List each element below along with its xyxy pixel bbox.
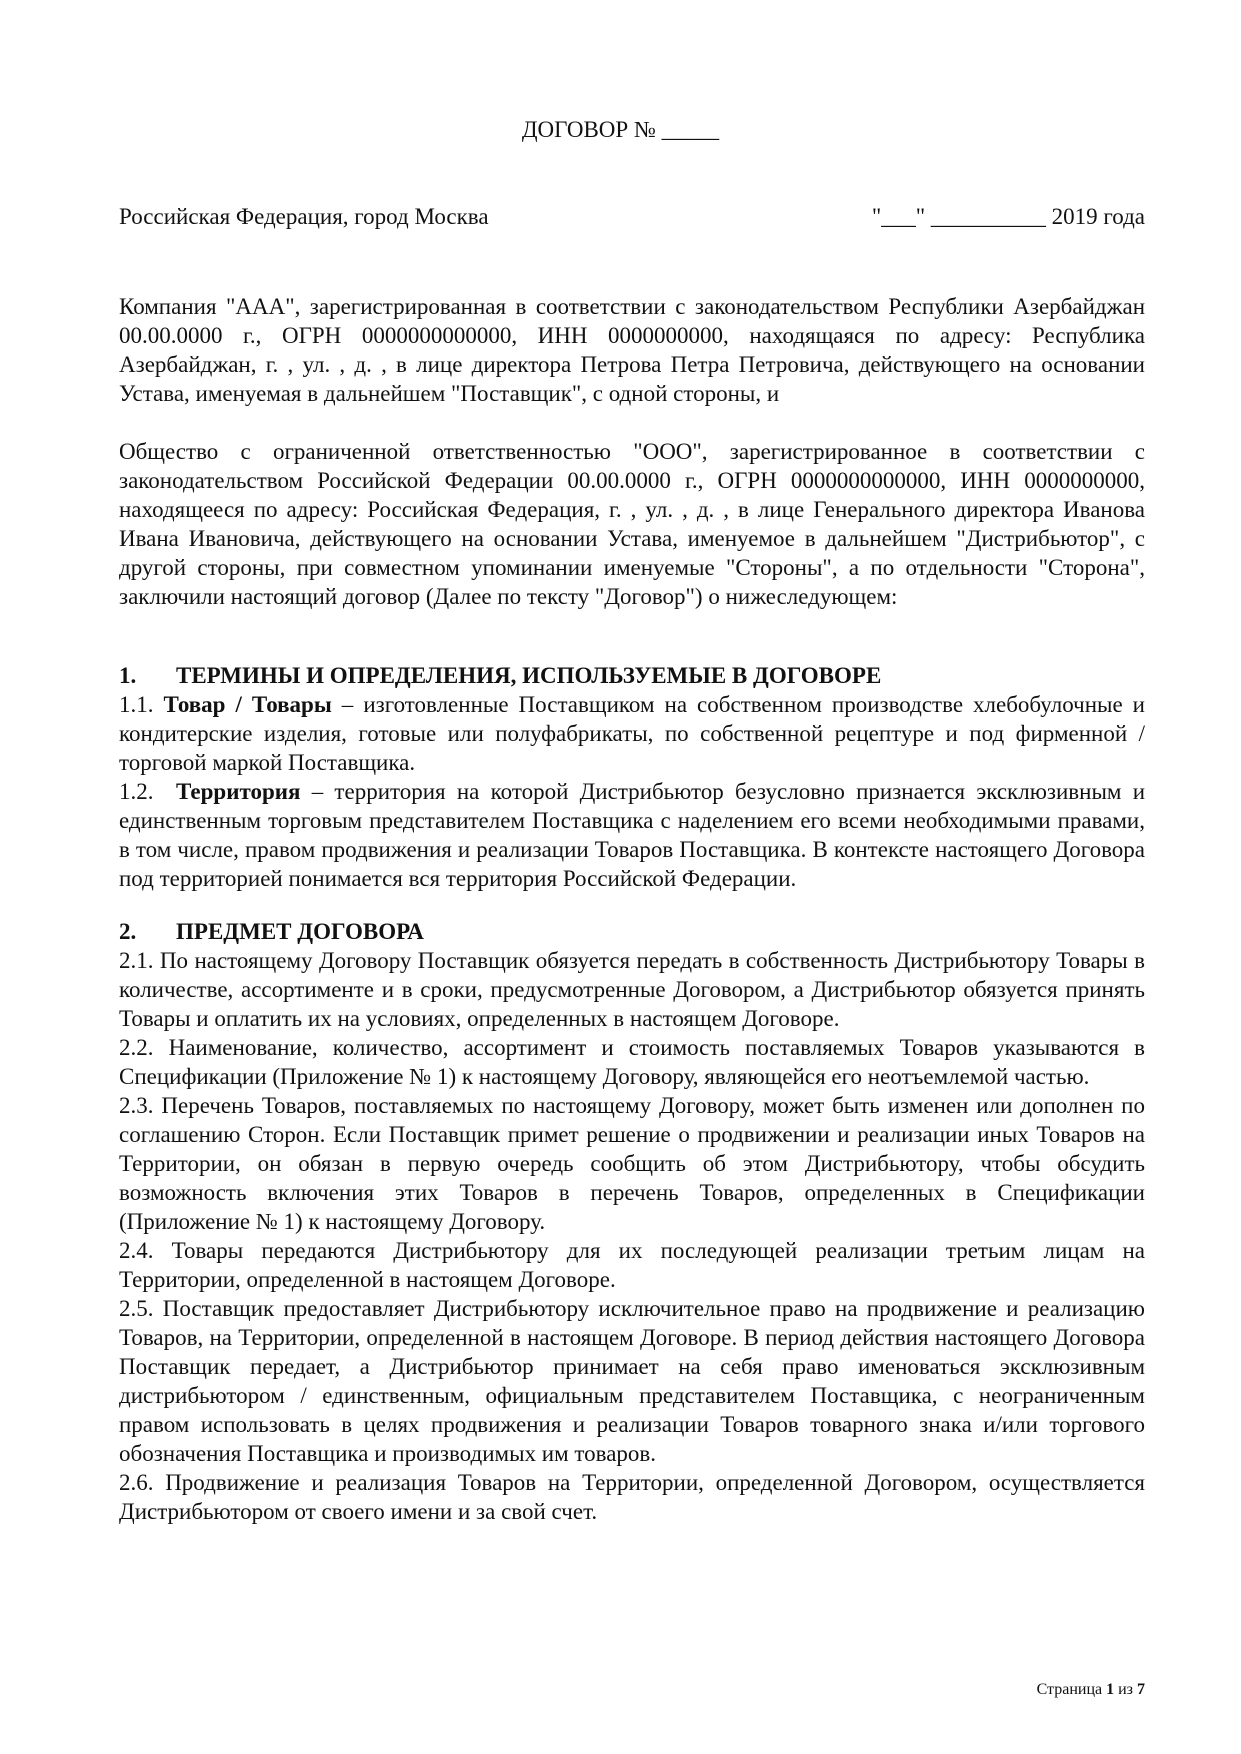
current-page-number: 1: [1106, 1681, 1115, 1698]
clause-2-4: 2.4. Товары передаются Дистрибьютору для их последующей реализации третьим лицам на Территории, определенной в настоящем Договоре.: [119, 1238, 1145, 1292]
page-of-label: из: [1114, 1681, 1137, 1698]
place-date-row: [119, 203, 1145, 231]
defined-term: Территория: [175, 779, 301, 804]
section-number: 2.: [119, 919, 137, 944]
clause-2-2: 2.2. Наименование, количество, ассортимент и стоимость поставляемых Товаров указываются в Спецификации (Приложение № 1) к настоящему Договору, являющейся его неотъемлемой частью.: [119, 1035, 1145, 1089]
section-title: ПРЕДМЕТ ДОГОВОРА: [176, 919, 424, 944]
page-footer: [1037, 1680, 1145, 1700]
clause-number: 1.1.: [119, 692, 154, 717]
clause-2-5: 2.5. Поставщик предоставляет Дистрибьютору исключительное право на продвижение и реализацию Товаров, на Территории, определенной в настоящем Договоре. В период действия настоящего Договора Поставщик передает, а Дистрибьютор принимает на себя право именоваться эксклюзивным дистрибьютором / единственным, официальным представителем Поставщика, с неограниченным правом использовать в целях продвижения и реализации Товаров товарного знака и/или торгового обозначения Поставщика и производимых им товаров.: [119, 1296, 1145, 1466]
clause-text: – изготовленные Поставщиком на собственном производстве хлебобулочные и кондитерские изделия, готовые или полуфабрикаты, по собственной рецептуре и под фирменной / торговой маркой Поставщика.: [119, 692, 1145, 775]
section-heading: [119, 917, 1145, 946]
section-title: ТЕРМИНЫ И ОПРЕДЕЛЕНИЯ, ИСПОЛЬЗУЕМЫЕ В ДОГОВОРЕ: [176, 663, 882, 688]
contract-date: "___" __________ 2019 года: [871, 204, 1145, 229]
clause-number: 1.2.: [119, 779, 154, 804]
clause-text: – территория на которой Дистрибьютор безусловно признается эксклюзивным и единственным торговым представителем Поставщика с наделением его всеми необходимыми правами, в том числе, правом продвижения и реализации Товаров Поставщика. В контексте настоящего Договора под территорией понимается вся территория Российской Федерации.: [119, 779, 1145, 891]
party-distributor-paragraph: [119, 437, 1145, 611]
defined-term: Товар / Товары: [163, 692, 332, 717]
party-distributor-text: Общество с ограниченной ответственностью "ООО", зарегистрированное в соответствии с законодательством Российской Федерации 00.00.0000 г., ОГРН 0000000000000, ИНН 0000000000, находящееся по адресу: Российская Федерация, г. , ул. , д. , в лице Генерального директора Иванова Ивана Ивановича, действующего на основании Устава, именуемое в дальнейшем "Дистрибьютор", с другой стороны, при совместном упоминании именуемые "Стороны", а по отдельности "Сторона", заключили настоящий договор (Далее по тексту "Договор") о нижеследующем:: [119, 439, 1145, 609]
clause-2-6: 2.6. Продвижение и реализация Товаров на Территории, определенной Договором, осуществляется Дистрибьютором от своего имени и за свой счет.: [119, 1470, 1145, 1524]
contract-place: Российская Федерация, город Москва: [119, 204, 489, 229]
section-subject: [119, 917, 1145, 1526]
section-number: 1.: [119, 663, 137, 688]
clause-1-1: [119, 690, 1145, 777]
clause-1-2: [119, 777, 1145, 893]
party-supplier-paragraph: [119, 292, 1145, 408]
total-pages-number: 7: [1137, 1681, 1145, 1698]
party-supplier-text: Компания "ААА", зарегистрированная в соответствии с законодательством Республики Азербайджан 00.00.0000 г., ОГРН 0000000000000, ИНН 0000000000, находящаяся по адресу: Республика Азербайджан, г. , ул. , д. , в лице директора Петрова Петра Петровича, действующего на основании Устава, именуемая в дальнейшем "Поставщик", с одной стороны, и: [119, 294, 1145, 406]
clause-2-1: 2.1. По настоящему Договору Поставщик обязуется передать в собственность Дистрибьютору Товары в количестве, ассортименте и в сроки, предусмотренные Договором, а Дистрибьютор обязуется принять Товары и оплатить их на условиях, определенных в настоящем Договоре.: [119, 948, 1145, 1031]
section-terms: [119, 661, 1145, 893]
contract-title: ДОГОВОР № _____: [521, 117, 720, 142]
page-label: Страница: [1036, 1681, 1107, 1698]
section-heading: [119, 661, 1145, 690]
clause-2-3: 2.3. Перечень Товаров, поставляемых по настоящему Договору, может быть изменен или дополнен по соглашению Сторон. Если Поставщик примет решение о продвижении и реализации иных Товаров на Территории, он обязан в первую очередь сообщить об этом Дистрибьютору, чтобы обсудить возможность включения этих Товаров в перечень Товаров, определенных в Спецификации (Приложение № 1) к настоящему Договору.: [119, 1093, 1145, 1234]
